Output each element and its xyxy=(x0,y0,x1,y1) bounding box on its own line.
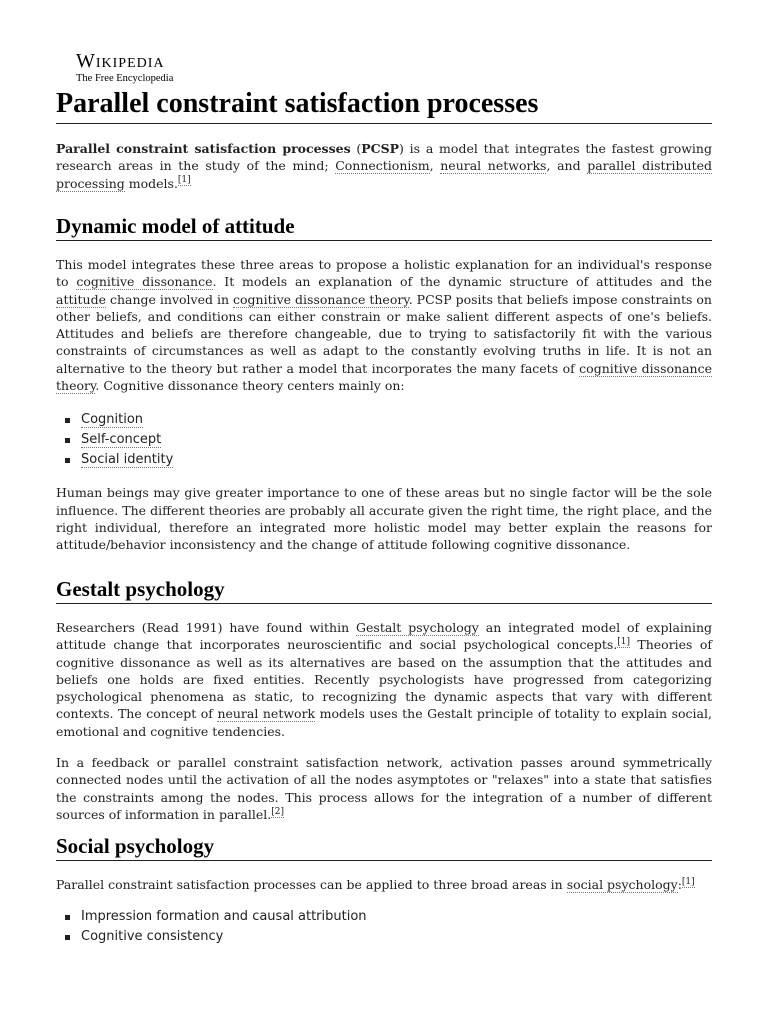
paragraph-text: an integrated model of explaining attitude change that incorporates neuroscientific and social psychological concepts. xyxy=(56,620,712,653)
link-cognitive-dissonance[interactable]: cognitive dissonance xyxy=(76,274,213,290)
section-heading: Gestalt psychology xyxy=(56,575,712,604)
intro-text: , xyxy=(429,158,441,174)
reference-2 xyxy=(271,807,284,818)
paragraph-text: In a feedback or parallel constraint satisfaction network, activation passes around symmetrically connected nodes until the activation of all the nodes asymptotes or "relaxes" into a state that satisfies the constraints among the nodes. This process allows for the integration of a number of different sources of information in parallel. xyxy=(56,755,712,822)
link-cognitive-dissonance-theory[interactable]: cognitive dissonance theory xyxy=(233,291,409,307)
paragraph-text: This model integrates these three areas to propose a holistic explanation for an individual's response to xyxy=(56,257,712,290)
list-item xyxy=(56,430,712,450)
paragraph-text: Parallel constraint satisfaction processes can be applied to three broad areas in xyxy=(56,877,567,892)
link-attitude[interactable]: attitude xyxy=(56,291,106,307)
section-heading: Dynamic model of attitude xyxy=(56,212,712,241)
reference-link[interactable]: [2] xyxy=(271,806,284,817)
link-social-psychology[interactable]: social psychology xyxy=(566,877,678,892)
link-neural-networks[interactable]: neural networks xyxy=(440,158,547,174)
section-dynamic-model xyxy=(56,212,712,554)
intro-text: models. xyxy=(124,175,178,191)
facets-list xyxy=(56,410,712,470)
intro-paragraph xyxy=(56,140,712,192)
link-connectionism[interactable]: Connectionism xyxy=(335,158,430,174)
intro-term: Parallel constraint satisfaction processes xyxy=(56,141,351,156)
section-paragraph xyxy=(56,619,712,740)
intro-text: ) is a model that integrates the fastest growing research areas in the study of the mind; xyxy=(56,141,712,174)
link-neural-network[interactable]: neural network xyxy=(217,706,316,722)
intro-section xyxy=(56,140,712,192)
reference-1 xyxy=(682,877,695,888)
section-paragraph: Human beings may give greater importance to one of these areas but no single factor will be the sole influence. The different theories are probably all accurate given the right time, the right place, and the right individual, therefore an integrated more holistic model may better explain the reasons for attitude/behavior inconsistency and the change of attitude following cognitive dissonance. xyxy=(56,485,712,553)
paragraph-text: . PCSP posits that beliefs impose constraints on other beliefs, and conditions can either constrain or make salient different aspects of one's beliefs. Attitudes and beliefs are therefore changeable, due to trying to satisfactorily fit with the various constraints of circumstances as well as adapt to the constantly evolving truths in life. It is not an alternative to the theory but rather a model that incorporates the many facets of xyxy=(56,291,712,376)
section-paragraph xyxy=(56,876,712,893)
intro-text: , and xyxy=(546,158,588,174)
reference-1 xyxy=(617,637,630,648)
paragraph-text: : xyxy=(677,877,682,892)
reference-1 xyxy=(178,175,191,186)
logo-wordmark: Wikipedia xyxy=(76,50,165,72)
list-item xyxy=(56,450,712,470)
reference-link[interactable]: [1] xyxy=(617,637,631,648)
link-cognition[interactable]: Cognition xyxy=(81,412,144,428)
paragraph-text: Researchers (Read 1991) have found within xyxy=(56,620,357,635)
section-gestalt-psychology xyxy=(56,575,712,823)
paragraph-text: . It models an explanation of the dynamic structure of attitudes and the xyxy=(212,274,712,290)
paragraph-text: models uses the Gestalt principle of totality to explain social, emotional and cognitive tendencies. xyxy=(56,706,712,739)
section-paragraph xyxy=(56,754,712,823)
list-item: Impression formation and causal attribution xyxy=(56,907,712,927)
link-social-identity[interactable]: Social identity xyxy=(81,452,174,468)
wikipedia-logo[interactable] xyxy=(76,50,173,85)
paragraph-text: Theories of cognitive dissonance as well as its alternatives are based on the assumption that the attitudes and beliefs one holds are fixed entities. Recently psychologists have progressed from categorizing psychological phenomena as static, to recognizing the dynamic aspects that vary with different contexts. The concept of xyxy=(56,637,712,722)
link-self-concept[interactable]: Self-concept xyxy=(81,432,162,448)
link-cognitive-dissonance-theory[interactable]: cognitive dissonance theory xyxy=(56,360,712,394)
link-gestalt-psychology[interactable]: Gestalt psychology xyxy=(356,620,479,635)
page-title: Parallel constraint satisfaction processes xyxy=(56,86,712,124)
logo-tagline: The Free Encyclopedia xyxy=(76,73,174,84)
section-paragraph xyxy=(56,256,712,394)
link-parallel-distributed-processing[interactable]: parallel distributed processing xyxy=(56,158,712,191)
section-heading: Social psychology xyxy=(56,832,712,861)
reference-link[interactable]: [1] xyxy=(177,175,191,186)
paragraph-text: . Cognitive dissonance theory centers mainly on: xyxy=(95,378,405,394)
reference-link[interactable]: [1] xyxy=(681,876,695,887)
intro-text: ( xyxy=(350,141,362,156)
section-social-psychology xyxy=(56,832,712,947)
list-item xyxy=(56,410,712,430)
areas-list xyxy=(56,907,712,947)
paragraph-text: change involved in xyxy=(105,291,234,307)
intro-abbr: PCSP xyxy=(361,141,400,156)
list-item: Cognitive consistency xyxy=(56,927,712,947)
